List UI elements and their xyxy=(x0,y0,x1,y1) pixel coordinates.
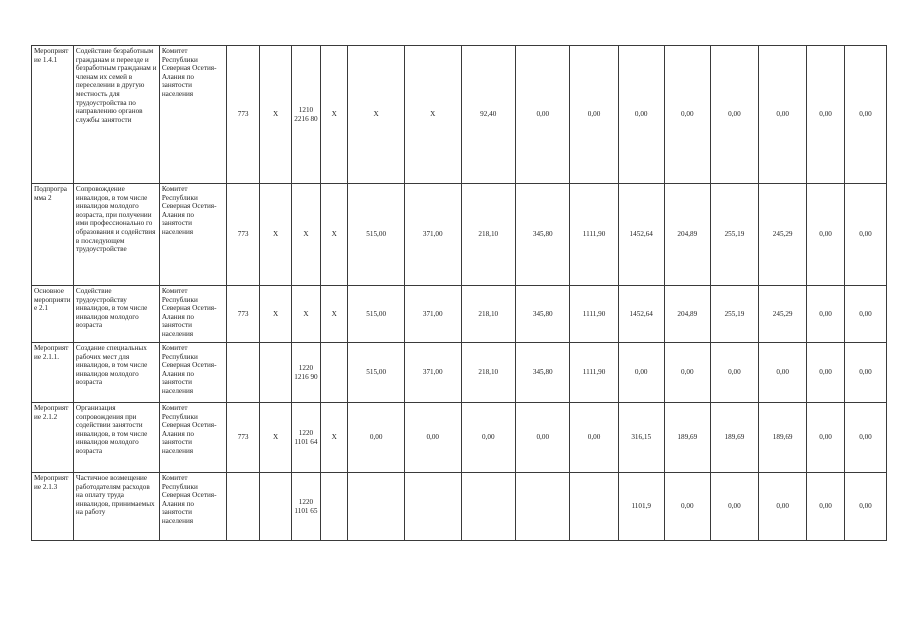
table-body xyxy=(32,46,887,541)
cell-value: 515,00 xyxy=(348,343,405,403)
table-row xyxy=(32,473,887,541)
cell-value: 345,80 xyxy=(516,286,570,343)
cell-value: 345,80 xyxy=(516,343,570,403)
cell-value: 371,00 xyxy=(404,343,461,403)
cell-value: 0,00 xyxy=(618,343,664,403)
cell-value: 189,69 xyxy=(710,403,758,473)
cell-value: 0,00 xyxy=(807,473,845,541)
cell-value: 0,00 xyxy=(664,46,710,184)
cell-grbs: 773 xyxy=(226,46,260,184)
cell-value: 189,69 xyxy=(759,403,807,473)
cell-value: 1111,90 xyxy=(570,343,618,403)
cell-vr xyxy=(321,343,348,403)
cell-rz xyxy=(260,343,291,403)
cell-value: 245,29 xyxy=(759,286,807,343)
cell-value: 0,00 xyxy=(759,473,807,541)
cell-vr xyxy=(321,473,348,541)
row-description: Создание специальных рабочих мест для инвалидов, в том числе инвалидов молодого возраста xyxy=(73,343,159,403)
cell-value: 0,00 xyxy=(664,473,710,541)
row-description: Сопровождение инвалидов, в том числе инвалидов молодого возраста, при получении ими профессионально го образования и содействия в последующем трудоустройстве xyxy=(73,184,159,286)
cell-value: 1111,90 xyxy=(570,184,618,286)
table-row xyxy=(32,46,887,184)
row-executor: Комитет Республики Северная Осетия-Алания по занятости населения xyxy=(159,403,226,473)
cell-rz: Х xyxy=(260,46,291,184)
row-description: Частичное возмещение работодателям расходов на оплату труда инвалидов, принимаемых на работу xyxy=(73,473,159,541)
cell-value: 255,19 xyxy=(710,286,758,343)
row-description: Содействие безработным гражданам и переезде и безработным гражданам и членам их семей в переселении в другую местность для трудоустройства по направлению органов службы занятости xyxy=(73,46,159,184)
cell-rz xyxy=(260,473,291,541)
cell-value xyxy=(516,473,570,541)
row-name: Основное мероприятие 2.1 xyxy=(32,286,74,343)
cell-value: 371,00 xyxy=(404,286,461,343)
cell-csr: Х xyxy=(291,184,320,286)
cell-csr: 1220 1216 90 xyxy=(291,343,320,403)
row-executor: Комитет Республики Северная Осетия-Алания по занятости населения xyxy=(159,343,226,403)
cell-value: 0,00 xyxy=(759,46,807,184)
cell-value xyxy=(570,473,618,541)
cell-grbs: 773 xyxy=(226,403,260,473)
row-description: Организация сопровождения при содействии занятости инвалидов, в том числе инвалидов молодого возраста xyxy=(73,403,159,473)
cell-csr: 1220 1101 65 xyxy=(291,473,320,541)
cell-value: 204,89 xyxy=(664,184,710,286)
cell-value: 515,00 xyxy=(348,184,405,286)
cell-vr: Х xyxy=(321,403,348,473)
cell-value: 218,10 xyxy=(461,184,515,286)
cell-value: 0,00 xyxy=(570,403,618,473)
row-name: Мероприятие 2.1.1. xyxy=(32,343,74,403)
cell-value: 92,40 xyxy=(461,46,515,184)
cell-value: 515,00 xyxy=(348,286,405,343)
cell-rz: Х xyxy=(260,184,291,286)
cell-value: 0,00 xyxy=(516,46,570,184)
cell-value xyxy=(348,473,405,541)
cell-value: Х xyxy=(404,46,461,184)
cell-csr: 1210 2216 80 xyxy=(291,46,320,184)
row-executor: Комитет Республики Северная Осетия-Алания по занятости населения xyxy=(159,46,226,184)
cell-value: 0,00 xyxy=(404,403,461,473)
cell-rz: Х xyxy=(260,286,291,343)
cell-value: 0,00 xyxy=(807,343,845,403)
cell-value: 1111,90 xyxy=(570,286,618,343)
cell-vr: Х xyxy=(321,46,348,184)
table-row xyxy=(32,343,887,403)
row-executor: Комитет Республики Северная Осетия-Алания по занятости населения xyxy=(159,286,226,343)
cell-value: 189,69 xyxy=(664,403,710,473)
cell-value: 0,00 xyxy=(570,46,618,184)
cell-value: 218,10 xyxy=(461,343,515,403)
cell-value: 204,89 xyxy=(664,286,710,343)
table-row xyxy=(32,286,887,343)
cell-value: 0,00 xyxy=(348,403,405,473)
cell-value: 0,00 xyxy=(516,403,570,473)
cell-value: 0,00 xyxy=(844,473,886,541)
cell-grbs: 773 xyxy=(226,286,260,343)
cell-value xyxy=(461,473,515,541)
cell-value: 0,00 xyxy=(844,403,886,473)
cell-value: 0,00 xyxy=(844,184,886,286)
row-executor: Комитет Республики Северная Осетия-Алания по занятости населения xyxy=(159,473,226,541)
row-name: Мероприятие 2.1.2 xyxy=(32,403,74,473)
table-row xyxy=(32,403,887,473)
row-name: Мероприятие 2.1.3 xyxy=(32,473,74,541)
cell-csr: 1220 1101 64 xyxy=(291,403,320,473)
cell-value: 0,00 xyxy=(461,403,515,473)
budget-table xyxy=(31,45,887,541)
cell-value: 0,00 xyxy=(844,286,886,343)
cell-value: 1101,9 xyxy=(618,473,664,541)
cell-value: 218,10 xyxy=(461,286,515,343)
row-executor: Комитет Республики Северная Осетия-Алания по занятости населения xyxy=(159,184,226,286)
cell-grbs xyxy=(226,343,260,403)
cell-rz: Х xyxy=(260,403,291,473)
cell-value: 0,00 xyxy=(844,343,886,403)
cell-value: 0,00 xyxy=(807,403,845,473)
cell-value xyxy=(404,473,461,541)
row-name: Мероприятие 1.4.1 xyxy=(32,46,74,184)
cell-grbs: 773 xyxy=(226,184,260,286)
cell-csr: Х xyxy=(291,286,320,343)
cell-value: 245,29 xyxy=(759,184,807,286)
cell-value: 0,00 xyxy=(807,46,845,184)
cell-value: 0,00 xyxy=(844,46,886,184)
cell-value: 0,00 xyxy=(759,343,807,403)
cell-value: Х xyxy=(348,46,405,184)
row-name: Подпрограмма 2 xyxy=(32,184,74,286)
table-row xyxy=(32,184,887,286)
cell-value: 0,00 xyxy=(710,343,758,403)
cell-value: 345,80 xyxy=(516,184,570,286)
cell-value: 316,15 xyxy=(618,403,664,473)
cell-value: 0,00 xyxy=(807,286,845,343)
row-description: Содействие трудоустройству инвалидов, в том числе инвалидов молодого возраста xyxy=(73,286,159,343)
cell-value: 1452,64 xyxy=(618,184,664,286)
cell-value: 0,00 xyxy=(710,46,758,184)
cell-vr: Х xyxy=(321,286,348,343)
cell-value: 255,19 xyxy=(710,184,758,286)
cell-value: 0,00 xyxy=(710,473,758,541)
cell-value: 371,00 xyxy=(404,184,461,286)
cell-vr: Х xyxy=(321,184,348,286)
cell-value: 0,00 xyxy=(664,343,710,403)
cell-grbs xyxy=(226,473,260,541)
cell-value: 0,00 xyxy=(618,46,664,184)
cell-value: 0,00 xyxy=(807,184,845,286)
cell-value: 1452,64 xyxy=(618,286,664,343)
